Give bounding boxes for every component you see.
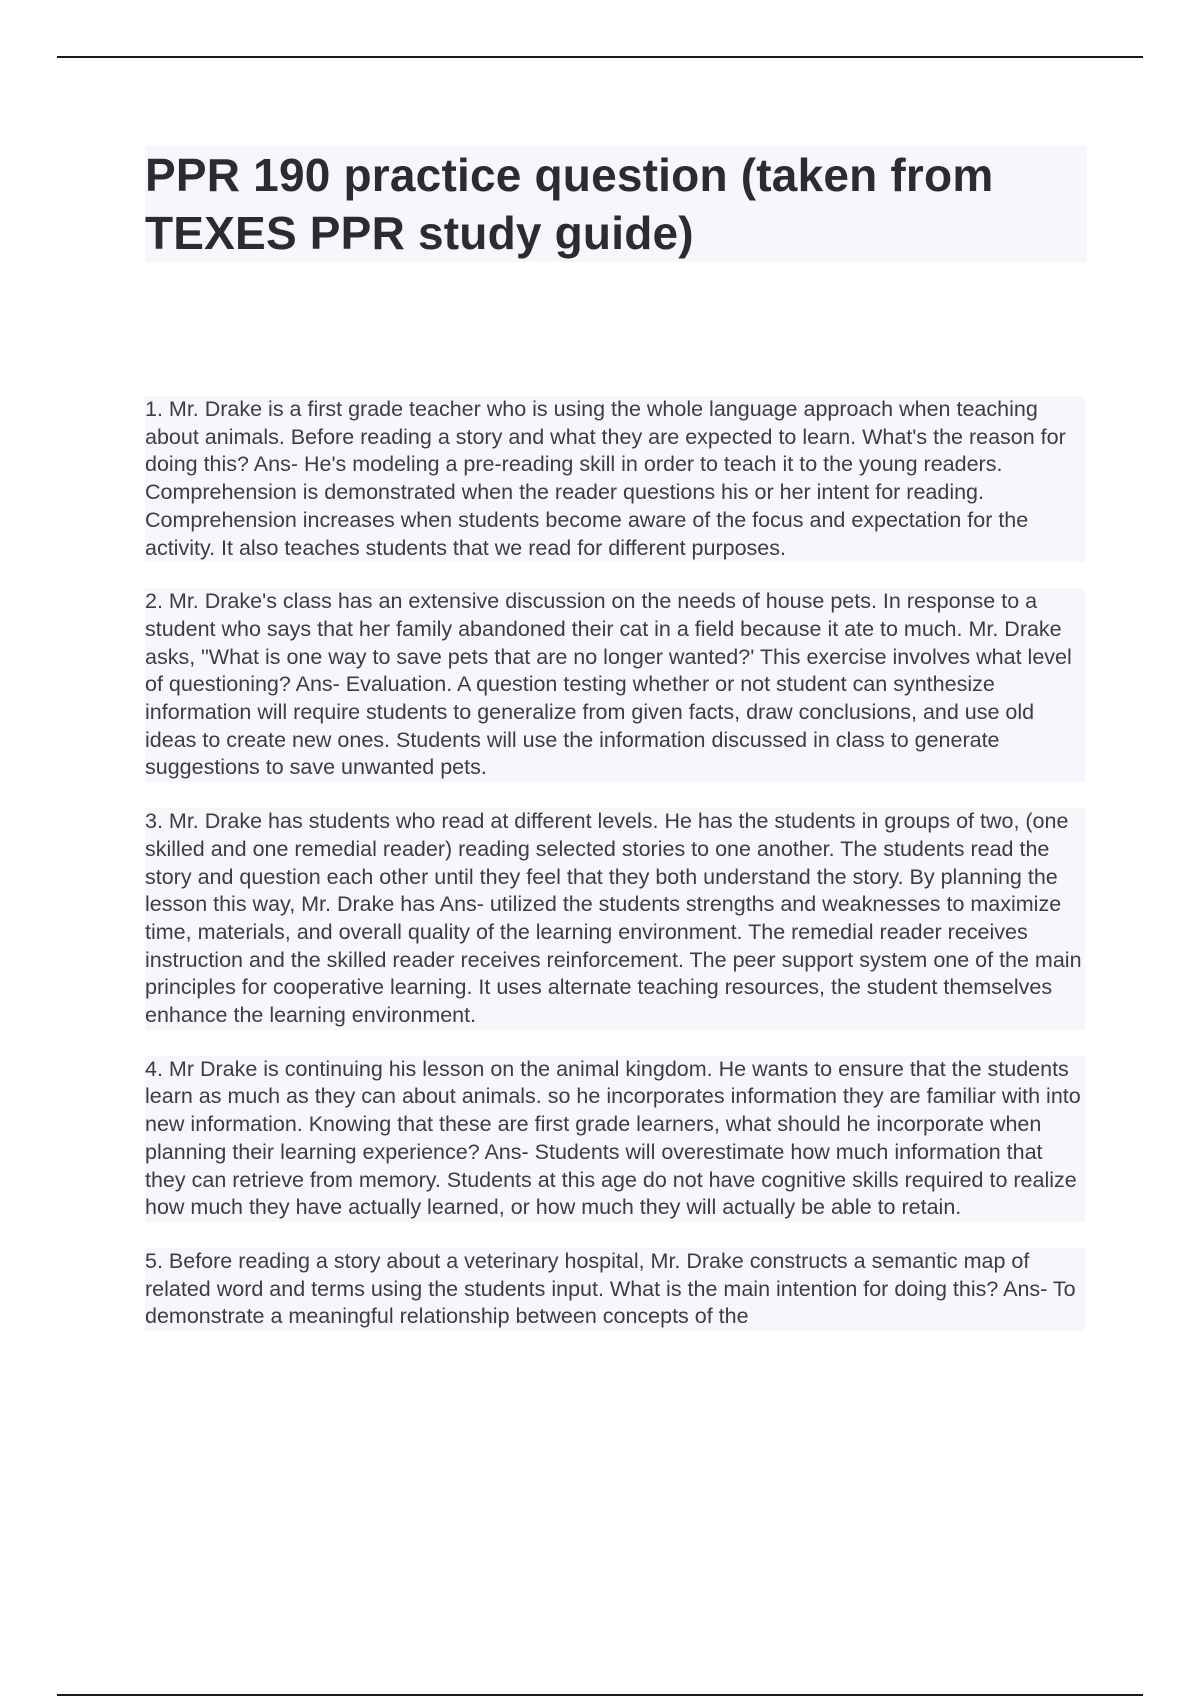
top-divider xyxy=(57,56,1143,58)
page-title: PPR 190 practice question (taken from TEXES PPR study guide) xyxy=(145,149,994,259)
bottom-divider xyxy=(57,1694,1143,1696)
question-4: 4. Mr Drake is continuing his lesson on the animal kingdom. He wants to ensure that the students learn as much as they can about animals. so he incorporates information they are familiar with into new information. Knowing that these are first grade learners, what should he incorporate when planning their learning experience? Ans- Students will overestimate how much information that they can retrieve from memory. Students at this age do not have cognitive skills required to realize how much they have actually learned, or how much they will actually be able to retain. xyxy=(145,1056,1085,1222)
question-list xyxy=(145,396,1085,1357)
question-2: 2. Mr. Drake's class has an extensive discussion on the needs of house pets. In response to a student who says that her family abandoned their cat in a field because it ate to much. Mr. Drake asks, "What is one way to save pets that are no longer wanted?' This exercise involves what level of questioning? Ans- Evaluation. A question testing whether or not student can synthesize information will require students to generalize from given facts, draw conclusions, and use old ideas to create new ones. Students will use the information discussed in class to generate suggestions to save unwanted pets. xyxy=(145,588,1085,782)
question-3: 3. Mr. Drake has students who read at different levels. He has the students in groups of two, (one skilled and one remedial reader) reading selected stories to one another. The students read the story and question each other until they feel that they both understand the story. By planning the lesson this way, Mr. Drake has Ans- utilized the students strengths and weaknesses to maximize time, materials, and overall quality of the learning environment. The remedial reader receives instruction and the skilled reader receives reinforcement. The peer support system one of the main principles for cooperative learning. It uses alternate teaching resources, the student themselves enhance the learning environment. xyxy=(145,808,1085,1030)
question-1: 1. Mr. Drake is a first grade teacher who is using the whole language approach when teaching about animals. Before reading a story and what they are expected to learn. What's the reason for doing this? Ans- He's modeling a pre-reading skill in order to teach it to the young readers. Comprehension is demonstrated when the reader questions his or her intent for reading. Comprehension increases when students become aware of the focus and expectation for the activity. It also teaches students that we read for different purposes. xyxy=(145,396,1085,562)
title-block xyxy=(145,146,1087,262)
question-5: 5. Before reading a story about a veterinary hospital, Mr. Drake constructs a semantic map of related word and terms using the students input. What is the main intention for doing this? Ans- To demonstrate a meaningful relationship between concepts of the xyxy=(145,1248,1085,1331)
